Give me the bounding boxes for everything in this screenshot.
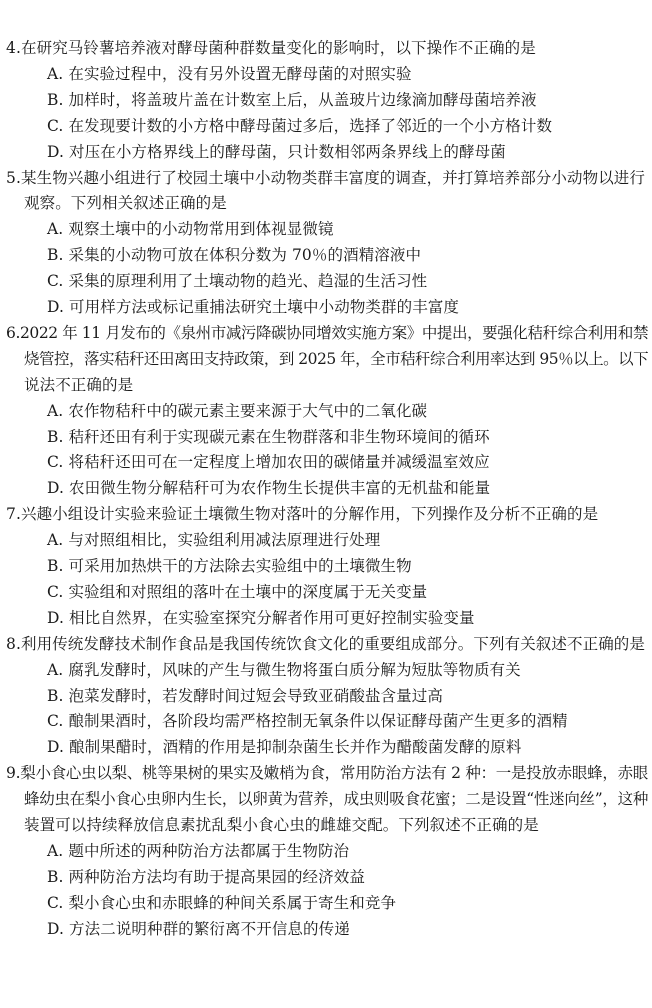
answer-option: A. 在实验过程中，没有另外设置无酵母菌的对照实验 bbox=[47, 64, 412, 83]
question-stem-continued: 说法不正确的是 bbox=[24, 375, 134, 394]
answer-option: C. 酿制果酒时，各阶段均需严格控制无氧条件以保证酵母菌产生更多的酒精 bbox=[47, 712, 568, 731]
answer-option: A. 观察土壤中的小动物常用到体视显微镜 bbox=[47, 220, 334, 239]
answer-option: A. 与对照组相比，实验组利用减法原理进行处理 bbox=[47, 531, 381, 550]
answer-option: C. 在发现要计数的小方格中酵母菌过多后，选择了邻近的一个小方格计数 bbox=[47, 116, 553, 135]
answer-option: C. 实验组和对照组的落叶在土壤中的深度属于无关变量 bbox=[47, 582, 428, 601]
answer-option: B. 两种防治方法均有助于提高果园的经济效益 bbox=[47, 867, 365, 886]
question-stem: 7.兴趣小组设计实验来验证土壤微生物对落叶的分解作用，下列操作及分析不正确的是 bbox=[6, 505, 599, 524]
answer-option: A. 题中所述的两种防治方法都属于生物防治 bbox=[47, 841, 350, 860]
question-stem-continued: 蜂幼虫在梨小食心虫卵内生长，以卵黄为营养，成虫则吸食花蜜；二是设置“性迷向丝”，这种 bbox=[24, 790, 649, 809]
answer-option: D. 酿制果醋时，酒精的作用是抑制杂菌生长并作为醋酸菌发酵的原料 bbox=[47, 738, 522, 757]
answer-option: B. 秸秆还田有利于实现碳元素在生物群落和非生物环境间的循环 bbox=[47, 427, 490, 446]
answer-option: B. 可采用加热烘干的方法除去实验组中的土壤微生物 bbox=[47, 557, 412, 575]
answer-option: D. 农田微生物分解秸秆可为农作物生长提供丰富的无机盐和能量 bbox=[47, 479, 491, 498]
answer-option: D. 方法二说明种群的繁衍离不开信息的传递 bbox=[47, 919, 350, 938]
question-stem-continued: 烧管控，落实秸秆还田离田支持政策，到 2025 年，全市秸秆综合利用率达到 95％以上。以下 bbox=[24, 349, 649, 368]
question-stem: 8.利用传统发酵技术制作食品是我国传统饮食文化的重要组成部分。下列有关叙述不正确的是 bbox=[6, 634, 645, 653]
answer-option: A. 农作物秸秆中的碳元素主要来源于大气中的二氧化碳 bbox=[47, 401, 428, 420]
answer-option: B. 加样时，将盖玻片盖在计数室上后，从盖玻片边缘滴加酵母菌培养液 bbox=[47, 90, 537, 109]
question-stem: 9.梨小食心虫以梨、桃等果树的果实及嫩梢为食，常用防治方法有 2 种：一是投放赤眼蜂，赤眼 bbox=[6, 764, 649, 783]
answer-option: C. 采集的原理利用了土壤动物的趋光、趋湿的生活习性 bbox=[47, 272, 428, 291]
question-stem-continued: 装置可以持续释放信息素扰乱梨小食心虫的雌雄交配。下列叙述不正确的是 bbox=[24, 816, 539, 834]
question-stem: 6.2022 年 11 月发布的《泉州市减污降碳协同增效实施方案》中提出，要强化秸秆综合利用和禁 bbox=[6, 323, 649, 342]
answer-option: D. 可用样方法或标记重捕法研究土壤中小动物类群的丰富度 bbox=[47, 298, 460, 316]
question-stem: 5.某生物兴趣小组进行了校园土壤中小动物类群丰富度的调查，并打算培养部分小动物以进行 bbox=[6, 168, 645, 187]
answer-option: D. 对压在小方格界线上的酵母菌，只计数相邻两条界线上的酵母菌 bbox=[47, 142, 506, 161]
answer-option: A. 腐乳发酵时，风味的产生与微生物将蛋白质分解为短肽等物质有关 bbox=[47, 660, 521, 679]
question-stem-continued: 观察。下列相关叙述正确的是 bbox=[24, 194, 227, 213]
answer-option: B. 泡菜发酵时，若发酵时间过短会导致亚硝酸盐含量过高 bbox=[47, 686, 443, 705]
answer-option: B. 采集的小动物可放在体积分数为 70％的酒精溶液中 bbox=[47, 246, 422, 265]
question-stem: 4.在研究马铃薯培养液对酵母菌种群数量变化的影响时，以下操作不正确的是 bbox=[6, 39, 536, 57]
answer-option: C. 将秸秆还田可在一定程度上增加农田的碳储量并减缓温室效应 bbox=[47, 453, 490, 472]
answer-option: D. 相比自然界，在实验室探究分解者作用可更好控制实验变量 bbox=[47, 608, 475, 627]
answer-option: C. 梨小食心虫和赤眼蜂的种间关系属于寄生和竞争 bbox=[47, 893, 397, 912]
